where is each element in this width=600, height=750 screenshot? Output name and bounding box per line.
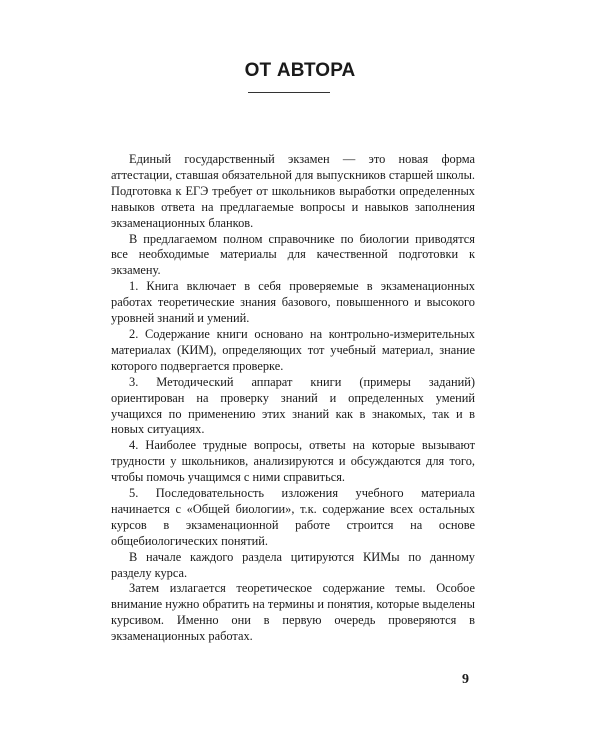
chapter-title: ОТ АВТОРА bbox=[244, 60, 356, 81]
paragraph-2: В предлагаемом полном справочнике по биологии приводятся все необходимые материалы для качественной подготовки к экзамену. bbox=[111, 231, 475, 278]
paragraph-1: Единый государственный экзамен — это новая форма аттестации, ставшая обязательной для выпускников старшей школы. Подготовка к ЕГЭ требует от школьников выработки определенных навыков ответа на предлагаемые вопросы и навыков заполнения экзаменационных бланков. bbox=[111, 152, 475, 230]
title-underline-divider bbox=[248, 92, 330, 93]
paragraph-4: 2. Содержание книги основано на контрольно-измерительных материалах (КИМ), определяющих тот учебный материал, знание которого подвергается проверке. bbox=[111, 326, 475, 373]
body-text bbox=[111, 152, 475, 645]
paragraph-8: В начале каждого раздела цитируются КИМы по данному разделу курса. bbox=[111, 549, 475, 580]
page-number: 9 bbox=[462, 672, 469, 687]
paragraph-5: 3. Методический аппарат книги (примеры заданий) ориентирован на проверку знаний и определенных умений учащихся по применению этих знаний как в знакомых, так и в новых ситуациях. bbox=[111, 374, 475, 437]
paragraph-3: 1. Книга включает в себя проверяемые в экзаменационных работах теоретические знания базового, повышенного и высокого уровней знаний и умений. bbox=[111, 279, 475, 326]
paragraph-9: Затем излагается теоретическое содержание темы. Особое внимание нужно обратить на термины и понятия, которые выделены курсивом. Именно они в первую очередь проверяются в экзаменационных работах. bbox=[111, 581, 475, 644]
paragraph-7: 5. Последовательность изложения учебного материала начинается с «Общей биологии», т.к. содержание всех остальных курсов в экзаменационной работе строится на основе общебиологических понятий. bbox=[111, 486, 475, 548]
paragraph-6: 4. Наиболее трудные вопросы, ответы на которые вызывают трудности у школьников, анализируются и обсуждаются для того, чтобы помочь учащимся с ними справиться. bbox=[111, 438, 475, 485]
